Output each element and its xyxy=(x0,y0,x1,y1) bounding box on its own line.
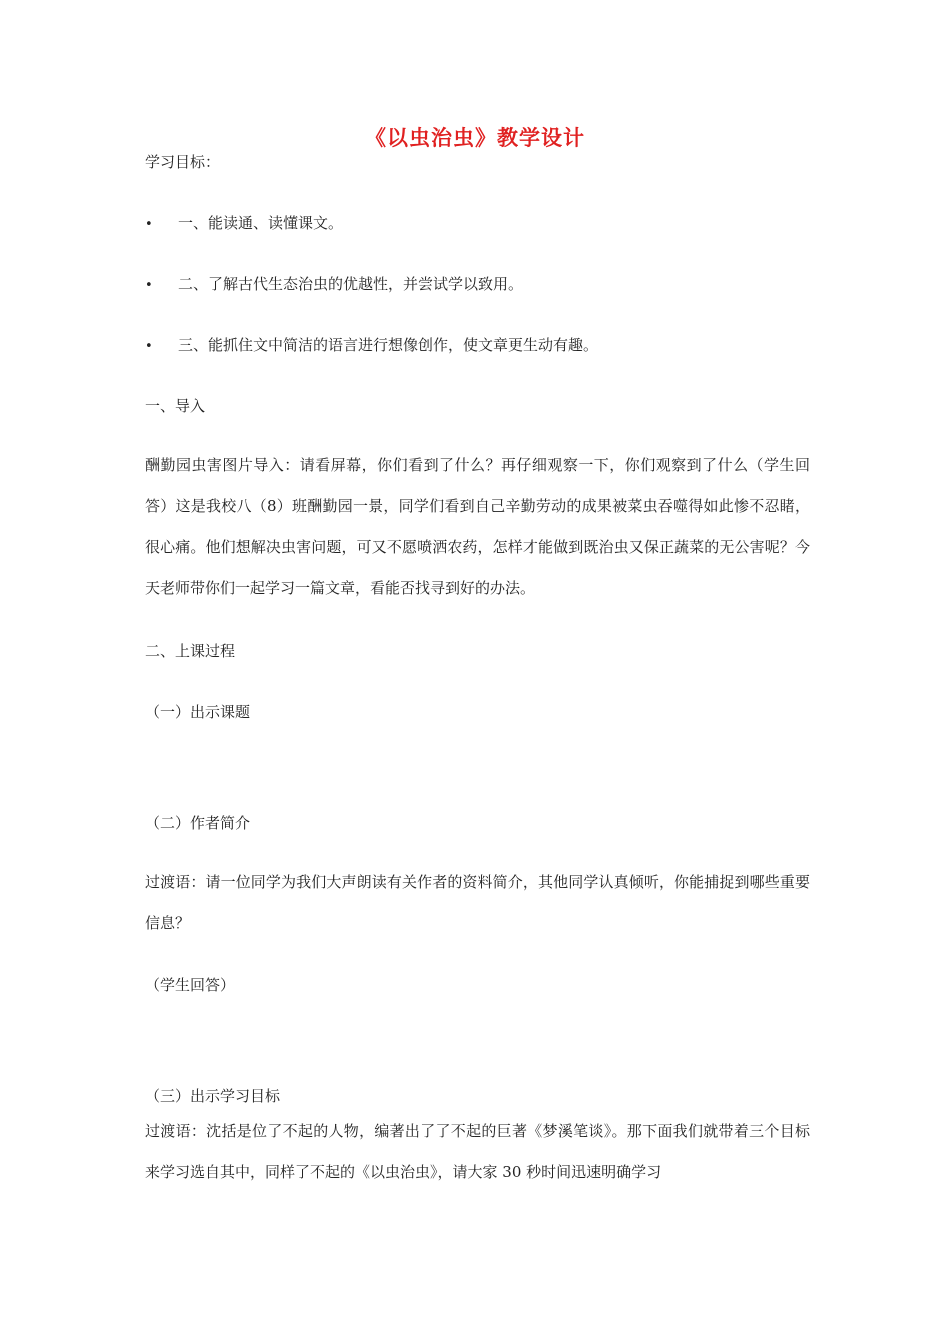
step3-paragraph: 过渡语：沈括是位了不起的人物，编著出了了不起的巨著《梦溪笔谈》。那下面我们就带着三个目标来学习选自其中，同样了不起的《以虫治虫》，请大家 30 秒时间迅速明确学习 xyxy=(145,1122,810,1181)
bullet-icon: • xyxy=(145,217,153,232)
bullet-icon: • xyxy=(145,278,153,293)
step2-student-answer: （学生回答） xyxy=(145,976,236,994)
step2-paragraph: 过渡语：请一位同学为我们大声朗读有关作者的资料简介，其他同学认真倾听，你能捕捉到哪些重要信息？ xyxy=(145,873,810,932)
step-heading-1: （一）出示课题 xyxy=(145,703,251,721)
objectives-heading: 学习目标： xyxy=(145,153,221,171)
document-title: 《以虫治虫》教学设计 xyxy=(365,126,585,150)
objective-text: 一、能读通、读懂课文。 xyxy=(178,214,344,232)
objective-text: 三、能抓住文中简洁的语言进行想像创作，使文章更生动有趣。 xyxy=(178,336,599,354)
objective-item-2 xyxy=(145,274,523,296)
intro-paragraph: 酬勤园虫害图片导入：请看屏幕，你们看到了什么？再仔细观察一下，你们观察到了什么（学生回答）这是我校八（8）班酬勤园一景，同学们看到自己辛勤劳动的成果被菜虫吞噬得如此惨不忍睹，很心痛。他们想解决虫害问题，可又不愿喷洒农药，怎样才能做到既治虫又保正蔬菜的无公害呢？今天老师带你们一起学习一篇文章，看能否找寻到好的办法。 xyxy=(145,456,810,597)
objective-item-3 xyxy=(145,335,598,357)
step-heading-3: （三）出示学习目标 xyxy=(145,1087,281,1105)
section-heading-process: 二、上课过程 xyxy=(145,642,236,660)
section-heading-intro: 一、导入 xyxy=(145,397,206,415)
step-heading-2: （二）作者简介 xyxy=(145,814,251,832)
bullet-icon: • xyxy=(145,339,153,354)
objective-text: 二、了解古代生态治虫的优越性，并尝试学以致用。 xyxy=(178,275,524,293)
objective-item-1 xyxy=(145,213,343,235)
